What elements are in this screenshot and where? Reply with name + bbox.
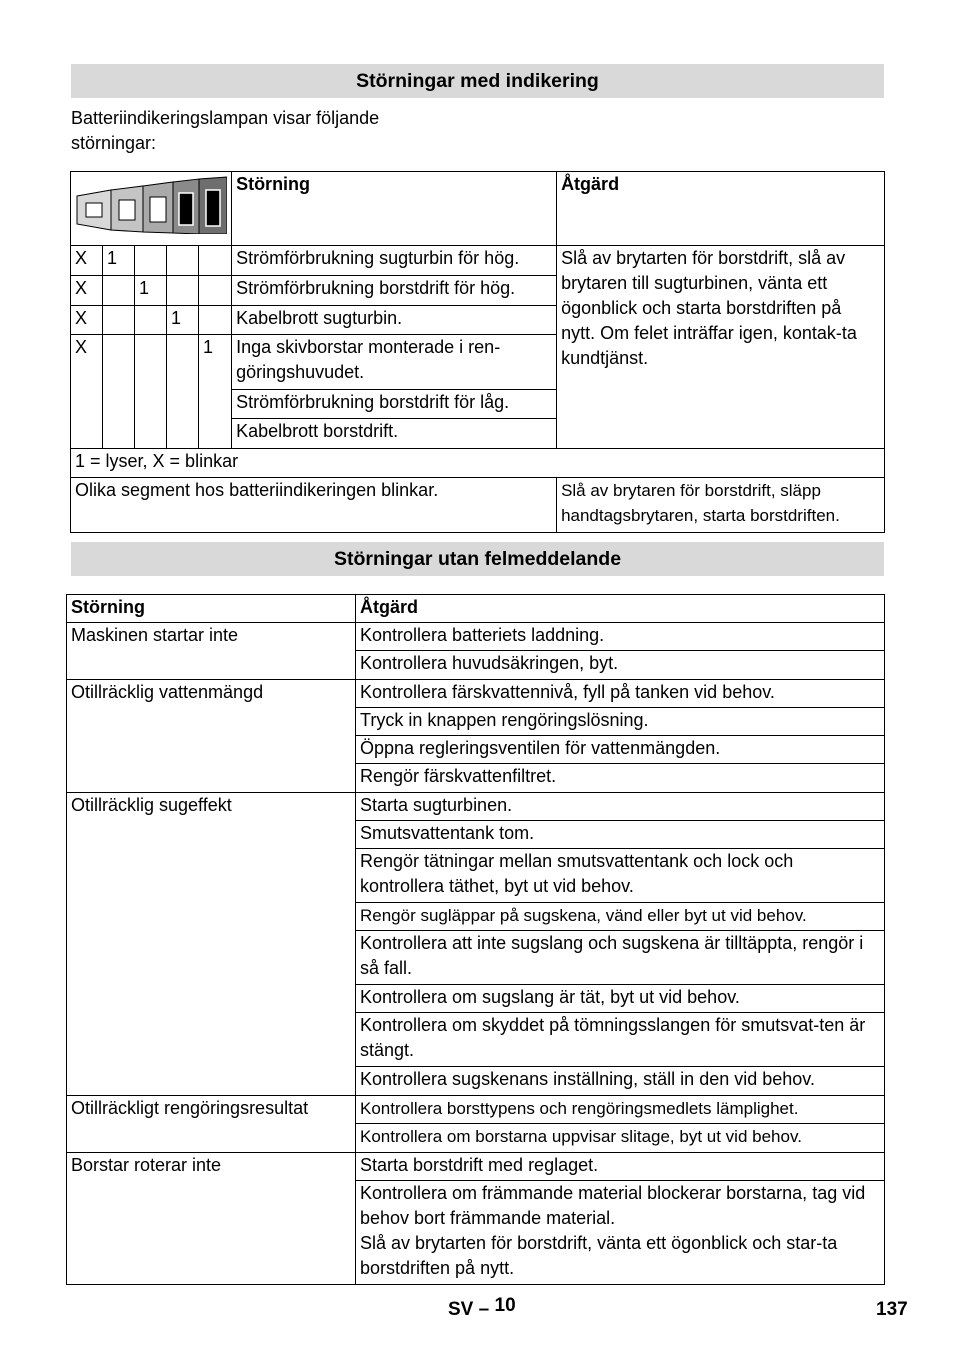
action-cell: Slå av brytaren för borstdrift, släpp handtagsbrytaren, starta borstdriften. (557, 478, 885, 533)
fault-without-message-table (66, 594, 885, 1285)
mark-cell: X (71, 335, 103, 449)
action-cell: Kontrollera färskvattennivå, fyll på tanken vid behov. (356, 680, 885, 708)
table-row (67, 1153, 885, 1181)
mark-cell (103, 306, 135, 335)
fault-cell: Otillräcklig sugeffekt (67, 793, 356, 1096)
action-cell: Kontrollera batteriets laddning. (356, 623, 885, 651)
mark-cell (199, 306, 232, 335)
action-cell: Kontrollera huvudsäkringen, byt. (356, 651, 885, 680)
action-cell: Kontrollera borsttypens och rengöringsmedlets lämplighet. (356, 1096, 885, 1124)
fault-cell: Maskinen startar inte (67, 623, 356, 680)
footer-local-page: 10 (494, 1295, 516, 1316)
action-cell: Öppna regleringsventilen för vattenmängden. (356, 736, 885, 764)
col-header-action: Åtgärd (557, 172, 885, 246)
action-cell: Rengör sugläppar på sugskena, vänd eller byt ut vid behov. (356, 903, 885, 931)
fault-cell: Strömförbrukning borstdrift för hög. (232, 276, 557, 306)
table-row (67, 793, 885, 821)
section-title-with-indication: Störningar med indikering (71, 64, 884, 98)
action-cell: Kontrollera sugskenans inställning, ställ in den vid behov. (356, 1067, 885, 1096)
mark-cell (103, 276, 135, 306)
indicator-fault-table (70, 171, 885, 533)
mark-cell: X (71, 246, 103, 276)
table-row (67, 623, 885, 651)
mark-cell: X (71, 306, 103, 335)
mark-cell (167, 276, 199, 306)
action-cell: Rengör tätningar mellan smutsvattentank och lock och kontrollera täthet, byt ut vid behov. (356, 849, 885, 903)
fault-cell: Inga skivborstar monterade i ren-göringshuvudet. (232, 335, 557, 390)
battery-indicator-cell (71, 172, 232, 246)
fault-cell: Kabelbrott sugturbin. (232, 306, 557, 335)
action-cell: Tryck in knappen rengöringslösning. (356, 708, 885, 736)
action-cell: Kontrollera att inte sugslang och sugskena är tilltäppta, rengör i så fall. (356, 931, 885, 985)
mark-cell: 1 (103, 246, 135, 276)
mark-cell (135, 335, 167, 449)
mark-cell (167, 246, 199, 276)
action-cell: Smutsvattentank tom. (356, 821, 885, 849)
table-row (67, 1096, 885, 1124)
fault-cell: Borstar roterar inte (67, 1153, 356, 1285)
mark-cell (135, 306, 167, 335)
shared-action-cell: Slå av brytarten för borstdrift, slå av brytaren till sugturbinen, vänta ett ögonblick och starta borstdriften på nytt. Om felet inträffar igen, kontak-ta kundtjänst. (557, 246, 885, 449)
mark-cell: 1 (167, 306, 199, 335)
fault-cell: Otillräcklig vattenmängd (67, 680, 356, 793)
mark-cell (167, 335, 199, 449)
table-row (71, 246, 885, 276)
action-cell: Rengör färskvattenfiltret. (356, 764, 885, 793)
mark-cell: X (71, 276, 103, 306)
fault-cell: Kabelbrott borstdrift. (232, 419, 557, 449)
mark-cell (199, 246, 232, 276)
col-header-fault: Störning (232, 172, 557, 246)
footer-lang: SV (448, 1299, 474, 1320)
page-number: 137 (876, 1299, 908, 1320)
legend-cell: 1 = lyser, X = blinkar (71, 449, 885, 478)
action-text: Slå av brytarten för borstdrift, vänta ett ögonblick och star-ta borstdriften på nytt. (360, 1233, 838, 1278)
action-cell: Kontrollera om sugslang är tät, byt ut vid behov. (356, 985, 885, 1013)
mark-cell: 1 (135, 276, 167, 306)
col-header-action: Åtgärd (356, 595, 885, 623)
action-cell: Kontrollera om skyddet på tömningsslangen för smutsvat-ten är stängt. (356, 1013, 885, 1067)
table-row (71, 478, 885, 533)
table-row (71, 449, 885, 478)
footer-sep: – (478, 1299, 490, 1320)
action-cell: Kontrollera om borstarna uppvisar slitage, byt ut vid behov. (356, 1124, 885, 1153)
action-cell: Starta sugturbinen. (356, 793, 885, 821)
intro-text: Batteriindikeringslampan visar följande störningar: (71, 108, 380, 153)
section-title-without-message: Störningar utan felmeddelande (71, 542, 884, 576)
battery-indicator-icon (75, 176, 227, 234)
mark-cell (103, 335, 135, 449)
action-cell: Starta borstdrift med reglaget. (356, 1153, 885, 1181)
mark-cell (199, 276, 232, 306)
fault-cell: Olika segment hos batteriindikeringen blinkar. (71, 478, 557, 533)
fault-cell: Otillräckligt rengöringsresultat (67, 1096, 356, 1153)
fault-cell: Strömförbrukning sugturbin för hög. (232, 246, 557, 276)
action-cell (356, 1181, 885, 1285)
table-row (67, 680, 885, 708)
footer-language-page (448, 1297, 516, 1322)
action-text: Kontrollera om främmande material blockerar borstarna, tag vid behov bort främmande material. (360, 1183, 866, 1228)
mark-cell (135, 246, 167, 276)
fault-cell: Strömförbrukning borstdrift för låg. (232, 390, 557, 419)
mark-cell: 1 (199, 335, 232, 449)
col-header-fault: Störning (67, 595, 356, 623)
